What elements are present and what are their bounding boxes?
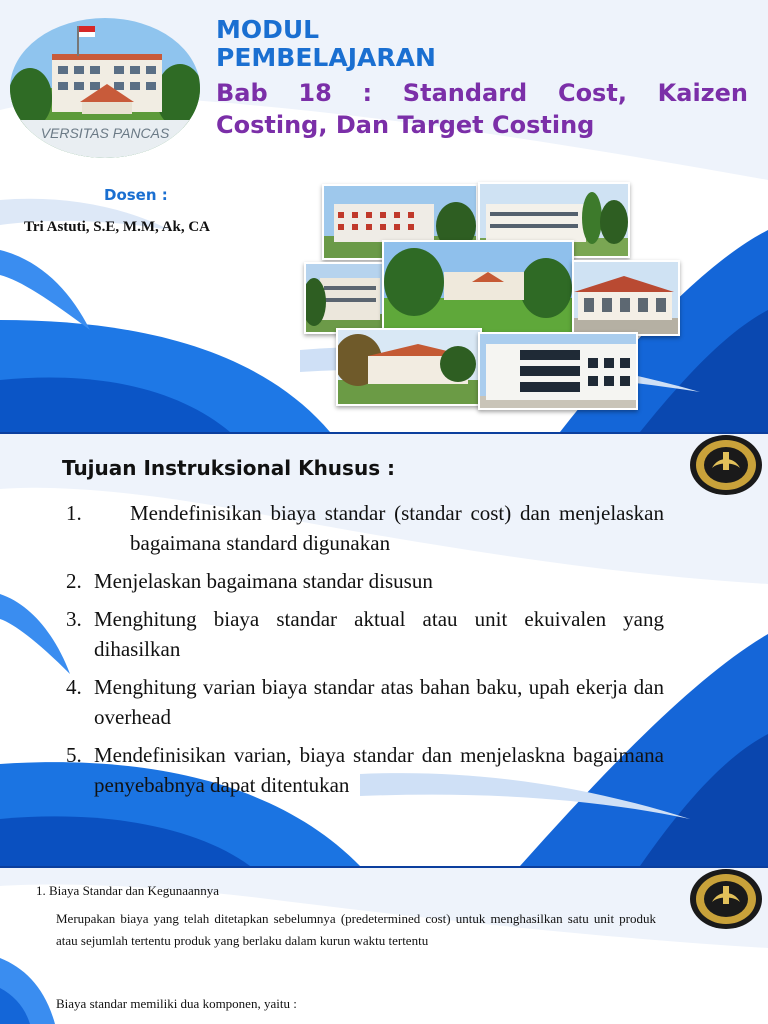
logo-banner-text: VERSITAS PANCAS [40,125,170,141]
university-crest-logo [688,868,764,930]
list-item [66,604,664,664]
section-heading: 1. Biaya Standar dan Kegunaannya [36,883,220,898]
list-item-number: 3. [66,607,82,631]
university-crest-logo [688,434,764,496]
list-item-text: Mendefinisikan biaya standar (standar cost) dan menjelaskan bagaimana standard digunakan [130,501,664,555]
lecturer-label: Dosen : [104,186,168,204]
chapter-title-line1: Bab 18 : Standard Cost, Kaizen [216,79,748,107]
section-subline: Biaya standar memiliki dua komponen, yaitu : [56,996,297,1011]
slide-objectives [0,434,768,866]
chapter-title-line2: Costing, Dan Target Costing [216,111,595,139]
slide-cover [0,0,768,432]
list-item-text: Menghitung biaya standar aktual atau unit ekuivalen yang dihasilkan [94,607,664,661]
list-item-text: Menjelaskan bagaimana standar disusun [94,569,433,593]
list-item [66,672,664,732]
university-building-logo [10,18,200,158]
campus-photo-6 [336,328,482,406]
lecturer-name: Tri Astuti, S.E, M.M, Ak, CA [24,219,210,235]
module-title-line1: MODUL [216,15,320,44]
list-item [66,740,664,800]
objectives-list [66,498,664,808]
list-item-number: 2. [66,569,82,593]
list-item-number: 4. [66,675,82,699]
list-item-text: Mendefinisikan varian, biaya standar dan menjelaskna bagaimana penyebabnya dapat ditentukan [94,743,664,797]
list-item-number: 5. [66,743,82,767]
list-item [66,566,664,596]
module-title-line2: PEMBELAJARAN [216,43,436,72]
campus-photo-4 [382,240,574,334]
objectives-title: Tujuan Instruksional Khusus : [62,456,396,480]
section-paragraph: Merupakan biaya yang telah ditetapkan sebelumnya (predetermined cost) untuk menghasilkan satu unit produk atau sejumlah tertentu produk yang berlaku dalam kurun waktu tertentu [56,911,656,948]
slide-standard-cost [0,868,768,1024]
campus-photo-3 [304,262,388,334]
list-item-text: Menghitung varian biaya standar atas bahan baku, upah ekerja dan overhead [94,675,664,729]
list-item-number: 1. [66,501,82,525]
list-item [66,498,664,558]
campus-photo-7 [478,332,638,410]
campus-photo-5 [572,260,680,336]
